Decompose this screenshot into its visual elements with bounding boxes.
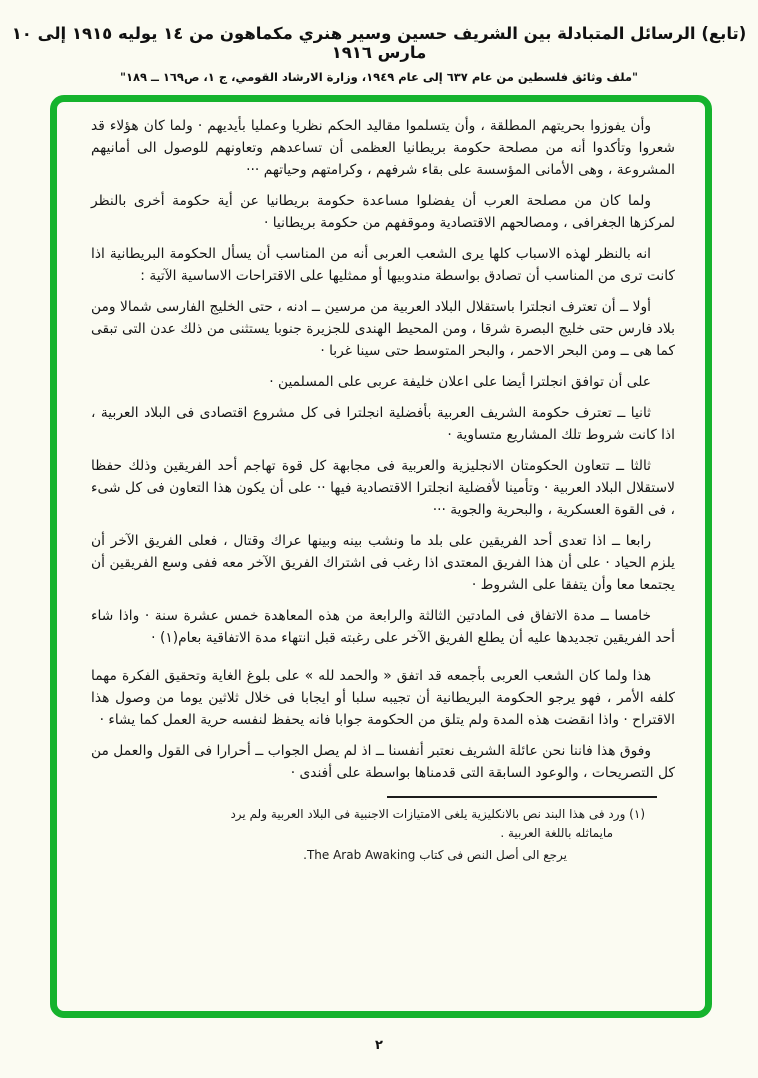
closing-paragraph: وفوق هذا فاننا نحن عائلة الشريف نعتبر أنفسنا ــ اذ لم يصل الجواب ــ أحرارا فى القول والعمل من كل التصريحات ، والوعود السابقة التى قدمناها بواسطة على أفندى · (91, 743, 675, 781)
body-paragraph: ولما كان من مصلحة العرب أن يفضلوا مساعدة حكومة بريطانيا عن أية حكومة أخرى بالنظر لمركزها الجغرافى ، ومصالحهم الاقتصادية وموقفهم من حكومة بريطانيا · (91, 193, 675, 231)
body-paragraph: انه بالنظر لهذه الاسباب كلها يرى الشعب العربى أنه من المناسب أن يسأل الحكومة البريطانية اذا كانت ترى من المناسب أن تصادق بواسطة مندوبيها أو ممثليها على الاقتراحات الاساسية الآتية : (91, 246, 675, 284)
footnote-line: مايماثله باللغة العربية . (500, 826, 613, 840)
body-paragraph: وأن يفوزوا بحريتهم المطلقة ، وأن يتسلموا مقاليد الحكم نظريا وعمليا بأيديهم · ولما كان هؤلاء قد شعروا وتأكدوا أنه من مصلحة حكومة بريطانيا العظمى أن تساعدهم وتعاونهم للوصول الى أمانيهم المشروعة ، وهى الأمانى المؤسسة على بقاء شرفهم ، وكرامتهم وحياتهم ··· (91, 118, 675, 178)
footnote-divider (387, 796, 657, 798)
clause-fourth: رابعا ــ اذا تعدى أحد الفريقين على بلد ما ونشب بينه وبينها عراك وقتال ، فعلى الفريق الآخر أن يلزم الحياد · على أن هذا الفريق المعتدى اذا رغب فى اشتراك الفريق الآخر معه ففى وسع الفريقين أن يجتمعا معا وأن يتفقا على الشروط · (91, 533, 675, 593)
page-number: ٢ (375, 1038, 383, 1053)
clause-first-addendum: على أن توافق انجلترا أيضا على اعلان خليفة عربى على المسلمين · (269, 374, 651, 390)
text-border-frame (50, 95, 712, 1018)
footnote-section (91, 796, 675, 865)
closing-paragraph: هذا ولما كان الشعب العربى بأجمعه قد اتفق « والحمد لله » على بلوغ الغاية وتحقيق الفكرة مهما كلفه الأمر ، فهو يرجو الحكومة البريطانية أن تجيبه سلبا أو ايجابا فى خلال ثلاثين يوما من وصول هذا الاقتراح · واذا انقضت هذه المدة ولم يتلق من الحكومة جوابا فانه يحفظ لنفسه حرية العمل كما يشاء · (91, 668, 675, 728)
document-source-citation: "ملف وثائق فلسطين من عام ٦٣٧ إلى عام ١٩٤٩، وزارة الارشاد القومي، ج ١، ص١٦٩ ــ ١٨٩" (119, 70, 639, 84)
document-header (0, 24, 758, 84)
footnote-line: (١) ورد فى هذا البند نص بالانكليزية يلغى الامتيازات الاجنبية فى البلاد العربية ولم يرد (230, 807, 645, 821)
footnote-reference-line: يرجع الى أصل النص فى كتاب The Arab Awaking. (303, 848, 567, 862)
clause-first: أولا ــ أن تعترف انجلترا باستقلال البلاد العربية من مرسين ــ ادنه ، حتى الخليج الفارسى شمالا ومن بلاد فارس حتى خليج البصرة شرقا ، ومن المحيط الهندى للجزيرة جنوبا يستثنى من ذلك عدن التى تبقى كما هى ــ ومن البحر الاحمر ، والبحر المتوسط حتى سينا غربا · (91, 299, 675, 359)
document-title: (تابع) الرسائل المتبادلة بين الشريف حسين وسير هنري مكماهون من ١٤ يوليه ١٩١٥ إلى ١٠ مارس ١٩١٦ (11, 24, 747, 62)
clause-third: ثالثا ــ تتعاون الحكومتان الانجليزية والعربية فى مجابهة كل قوة تهاجم أحد الفريقين وذلك حفظا لاستقلال البلاد العربية · وتأمينا لأفضلية انجلترا الاقتصادية فيها ·· على أن يكون هذا التعاون فى كل شىء ، فى القوة العسكرية ، والبحرية والجوية ··· (91, 458, 675, 518)
clause-fifth: خامسا ــ مدة الاتفاق فى المادتين الثالثة والرابعة من هذه المعاهدة خمس عشرة سنة · واذا شاء أحد الفريقين تجديدها عليه أن يطلع الفريق الآخر على رغبته قبل انتهاء مدة الاتفاقية بعام(١) · (91, 608, 675, 646)
clause-second: ثانيا ــ تعترف حكومة الشريف العربية بأفضلية انجلترا فى كل مشروع اقتصادى فى البلاد العربية ، اذا كانت شروط تلك المشاريع متساوية · (91, 405, 675, 443)
